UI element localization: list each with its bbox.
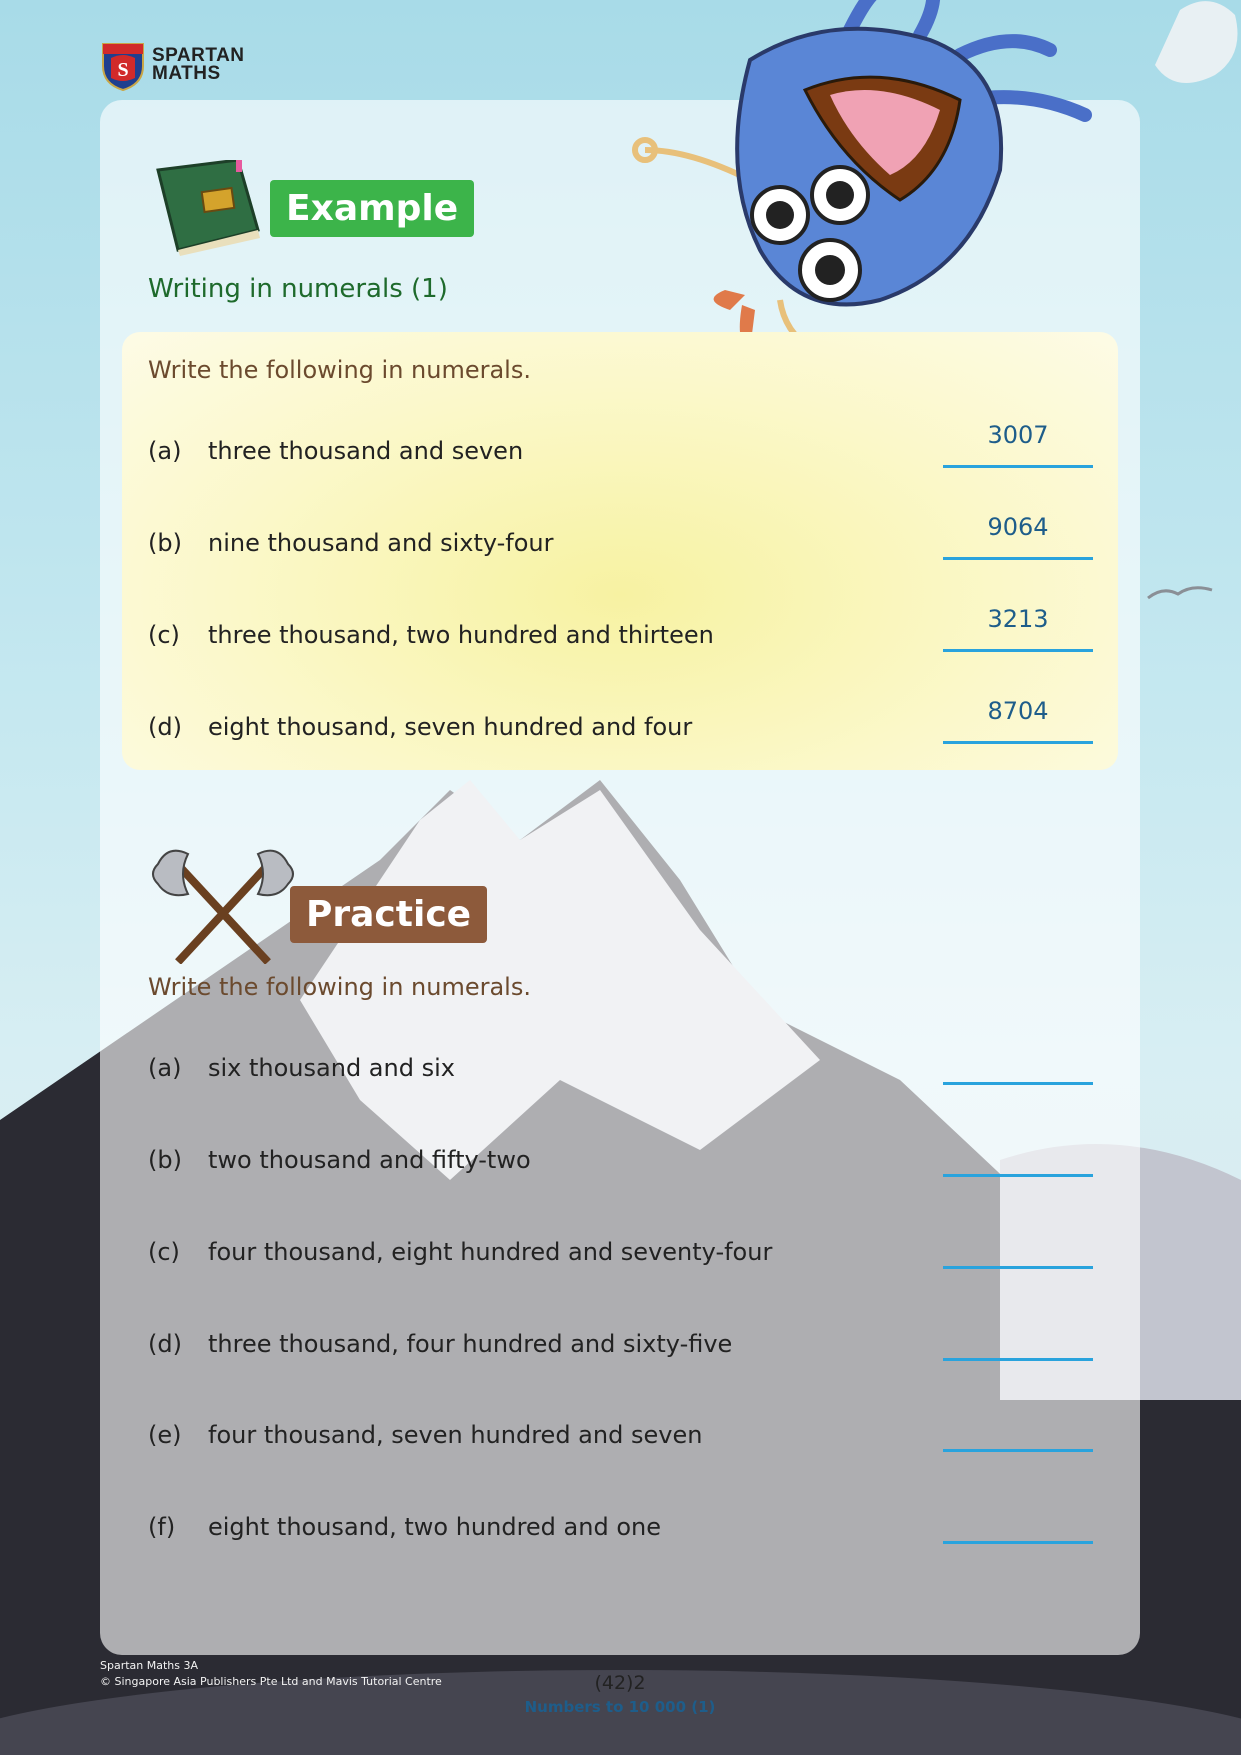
item-label: (b) [148,529,182,557]
answer-value: 3213 [987,605,1049,633]
svg-text:S: S [117,59,129,81]
practice-item-f [148,1513,1093,1553]
item-text: four thousand, eight hundred and seventy-four [208,1238,773,1266]
item-label: (e) [148,1421,182,1449]
practice-header [148,844,487,964]
spartan-maths-logo [100,38,245,92]
item-label: (a) [148,437,182,465]
item-label: (a) [148,1054,182,1082]
book-icon [148,160,266,256]
item-text: eight thousand, two hundred and one [208,1513,661,1541]
page-number: (42)2 [594,1672,646,1694]
answer-line[interactable] [943,1358,1093,1361]
item-label: (c) [148,621,180,649]
item-text: nine thousand and sixty-four [208,529,554,557]
example-item-b [148,513,1093,569]
logo-line-2: MATHS [152,63,221,84]
item-label: (f) [148,1513,176,1541]
answer-line[interactable] [943,1541,1093,1544]
logo-wordmark [152,47,245,83]
item-text: three thousand, two hundred and thirteen [208,621,714,649]
answer-line[interactable] [943,1082,1093,1085]
book-title: Spartan Maths 3A [100,1659,199,1672]
answer-line [943,465,1093,468]
practice-instruction: Write the following in numerals. [148,973,531,1001]
example-badge: Example [270,180,474,237]
example-subtitle: Writing in numerals (1) [148,274,448,304]
example-instruction: Write the following in numerals. [148,356,531,384]
example-header [148,160,474,256]
answer-line [943,649,1093,652]
item-label: (d) [148,1330,182,1358]
chapter-title: Numbers to 10 000 (1) [524,1698,716,1716]
answer-line[interactable] [943,1449,1093,1452]
practice-item-d [148,1330,1093,1370]
logo-line-1: SPARTAN [152,45,245,66]
item-text: eight thousand, seven hundred and four [208,713,693,741]
practice-badge: Practice [290,886,487,943]
answer-line [943,741,1093,744]
shield-icon [100,38,146,92]
item-text: three thousand, four hundred and sixty-five [208,1330,733,1358]
answer-line[interactable] [943,1174,1093,1177]
copyright-text: © Singapore Asia Publishers Pte Ltd and Mavis Tutorial Centre [100,1675,442,1688]
crossed-axes-icon [148,844,298,964]
practice-item-e [148,1421,1093,1461]
item-text: three thousand and seven [208,437,524,465]
answer-value: 9064 [987,513,1049,541]
item-text: six thousand and six [208,1054,455,1082]
item-text: four thousand, seven hundred and seven [208,1421,703,1449]
example-item-d [148,697,1093,753]
practice-item-a [148,1054,1093,1094]
copyright-notice [100,1658,442,1690]
answer-value: 3007 [987,421,1049,449]
answer-value: 8704 [987,697,1049,725]
practice-item-b [148,1146,1093,1186]
practice-item-c [148,1238,1093,1278]
item-label: (b) [148,1146,182,1174]
item-label: (d) [148,713,182,741]
example-item-c [148,605,1093,661]
example-item-a [148,421,1093,477]
answer-line[interactable] [943,1266,1093,1269]
answer-line [943,557,1093,560]
item-label: (c) [148,1238,180,1266]
item-text: two thousand and fifty-two [208,1146,531,1174]
